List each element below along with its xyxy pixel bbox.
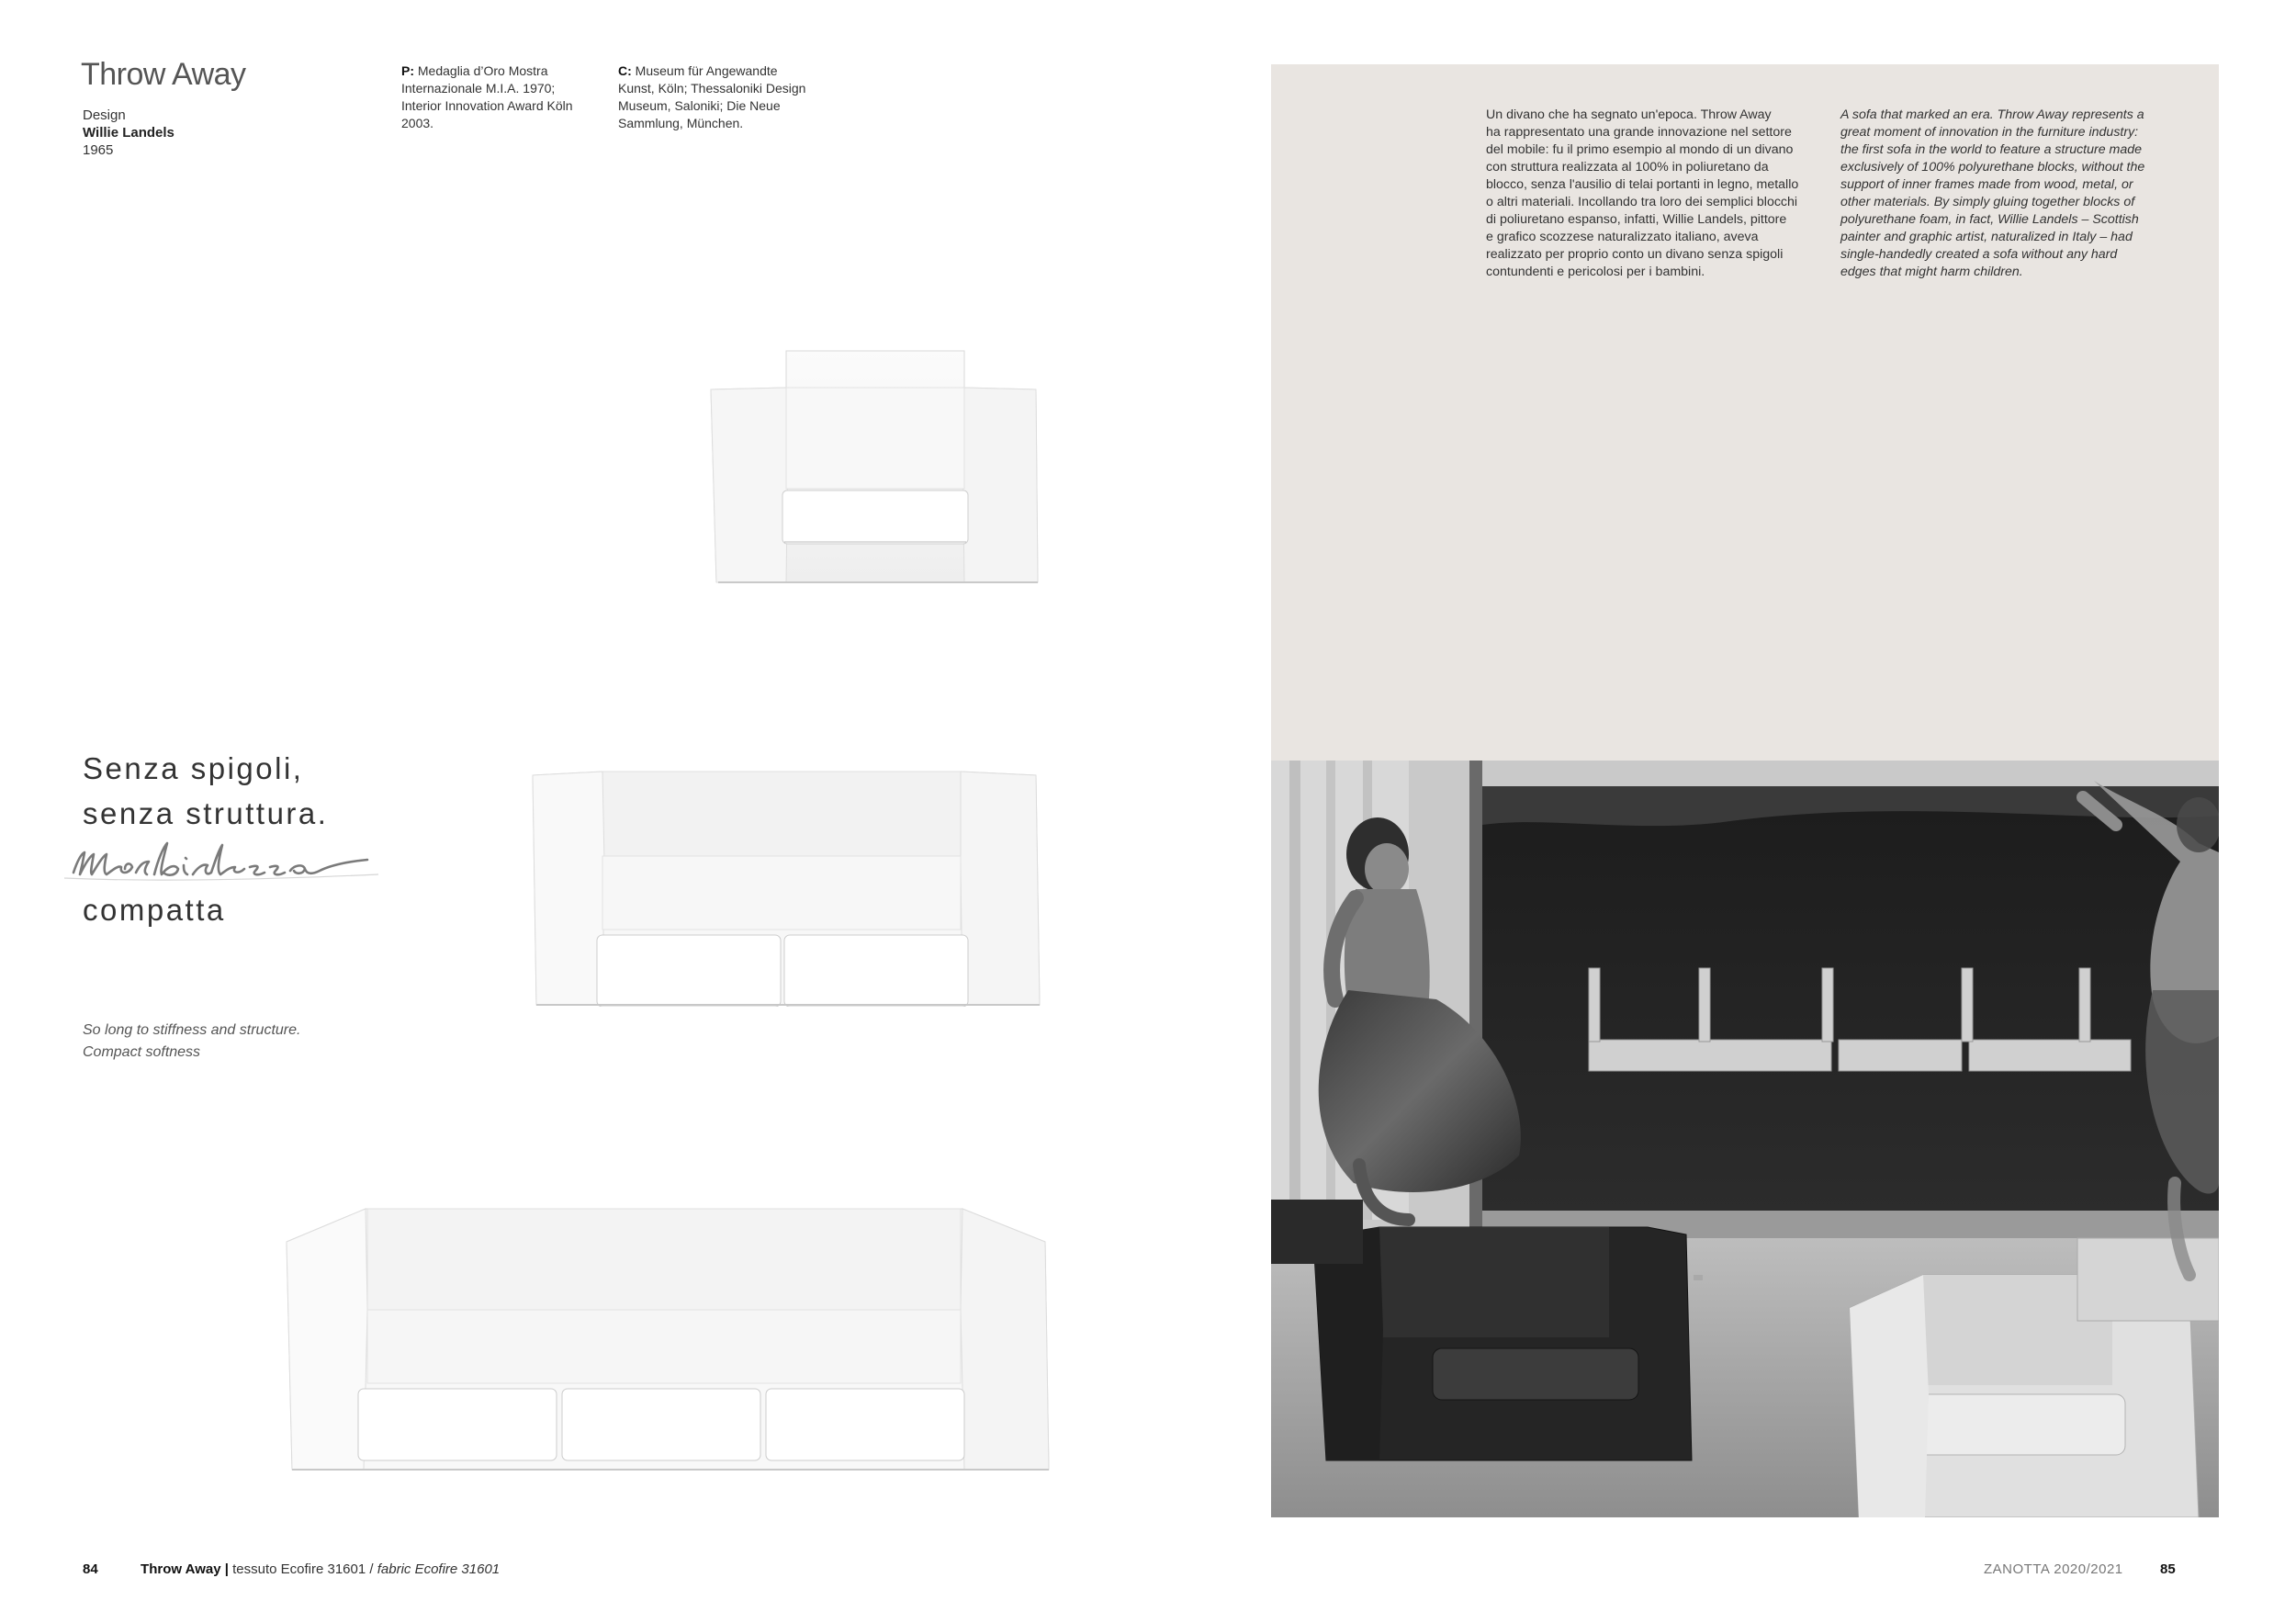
footer-fabric-en: fabric Ecofire 31601: [377, 1561, 501, 1577]
subline: [83, 1020, 300, 1064]
prizes-line: Internazionale M.I.A. 1970;: [401, 81, 556, 96]
english-line: polyurethane foam, in fact, Willie Landels – Scottish: [1840, 212, 2139, 227]
prizes-line: Interior Innovation Award Köln: [401, 98, 573, 113]
prizes-block: [401, 62, 613, 132]
headline-last-word: compatta: [83, 893, 226, 927]
italian-line: contundenti e pericolosi per i bambini.: [1486, 265, 1705, 279]
italian-line: con struttura realizzata al 100% in poliuretano da: [1486, 160, 1769, 175]
three-seater-sofa-image: [283, 1198, 1054, 1473]
italian-line: blocco, senza l'ausilio di telai portanti in legno, metallo: [1486, 177, 1799, 192]
collections-line: Museum, Saloniki; Die Neue: [618, 98, 781, 113]
design-year: 1965: [83, 142, 114, 158]
collections-line: Museum für Angewandte: [635, 63, 778, 78]
headline-line: senza struttura.: [83, 796, 329, 830]
design-label: Design: [83, 107, 126, 123]
page-number-left: 84: [83, 1561, 98, 1577]
english-line: edges that might harm children.: [1840, 265, 2023, 279]
prizes-line: 2003.: [401, 116, 434, 130]
historical-photo: [1271, 761, 2219, 1517]
description-english: [1840, 107, 2189, 281]
two-seater-sofa-image: [529, 759, 1043, 1007]
subline-line: Compact softness: [83, 1044, 201, 1060]
footer-left: [83, 1561, 500, 1577]
page-number-right: 85: [2159, 1561, 2176, 1577]
collections-line: Kunst, Köln; Thessaloniki Design: [618, 81, 806, 96]
product-title: Throw Away: [81, 57, 246, 92]
footer-product-name: Throw Away: [141, 1561, 221, 1577]
italian-line: o altri materiali. Incollando tra loro dei semplici blocchi: [1486, 195, 1798, 209]
subline-line: So long to stiffness and structure.: [83, 1022, 301, 1038]
handwritten-morbidezza: [37, 834, 386, 889]
prizes-prefix: P:: [401, 63, 414, 78]
italian-line: ha rappresentato una grande innovazione nel settore: [1486, 125, 1792, 140]
collections-line: Sammlung, München.: [618, 116, 744, 130]
english-line: painter and graphic artist, naturalized in Italy – had: [1840, 230, 2133, 244]
designer-name: Willie Landels: [83, 125, 174, 141]
english-line: A sofa that marked an era. Throw Away represents a: [1840, 107, 2144, 122]
headline-line: Senza spigoli,: [83, 751, 304, 785]
english-line: support of inner frames made from wood, metal, or: [1840, 177, 2133, 192]
description-italian: [1486, 107, 1826, 281]
italian-line: Un divano che ha segnato un'epoca. Throw Away: [1486, 107, 1772, 122]
italian-line: di poliuretano espanso, infatti, Willie Landels, pittore: [1486, 212, 1787, 227]
italian-line: e grafico scozzese naturalizzato italiano, aveva: [1486, 230, 1759, 244]
english-line: single-handedly created a sofa without any hard: [1840, 247, 2118, 262]
footer-brand: ZANOTTA 2020/2021: [1984, 1561, 2123, 1577]
headline: [83, 746, 328, 836]
collections-prefix: C:: [618, 63, 632, 78]
english-line: the first sofa in the world to feature a structure made: [1840, 142, 2143, 157]
collections-block: [618, 62, 838, 132]
english-line: great moment of innovation in the furniture industry:: [1840, 125, 2139, 140]
design-credits: [83, 107, 174, 159]
footer-right: [1984, 1561, 2176, 1577]
footer-separator: |: [224, 1561, 229, 1577]
prizes-line: Medaglia d’Oro Mostra: [417, 63, 548, 78]
english-line: other materials. By simply gluing together blocks of: [1840, 195, 2135, 209]
armchair-image: [705, 342, 1045, 597]
footer-fabric-it: tessuto Ecofire 31601 /: [232, 1561, 374, 1577]
italian-line: realizzato per proprio conto un divano senza spigoli: [1486, 247, 1784, 262]
english-line: exclusively of 100% polyurethane blocks, without the: [1840, 160, 2145, 175]
italian-line: del mobile: fu il primo esempio al mondo di un divano: [1486, 142, 1794, 157]
